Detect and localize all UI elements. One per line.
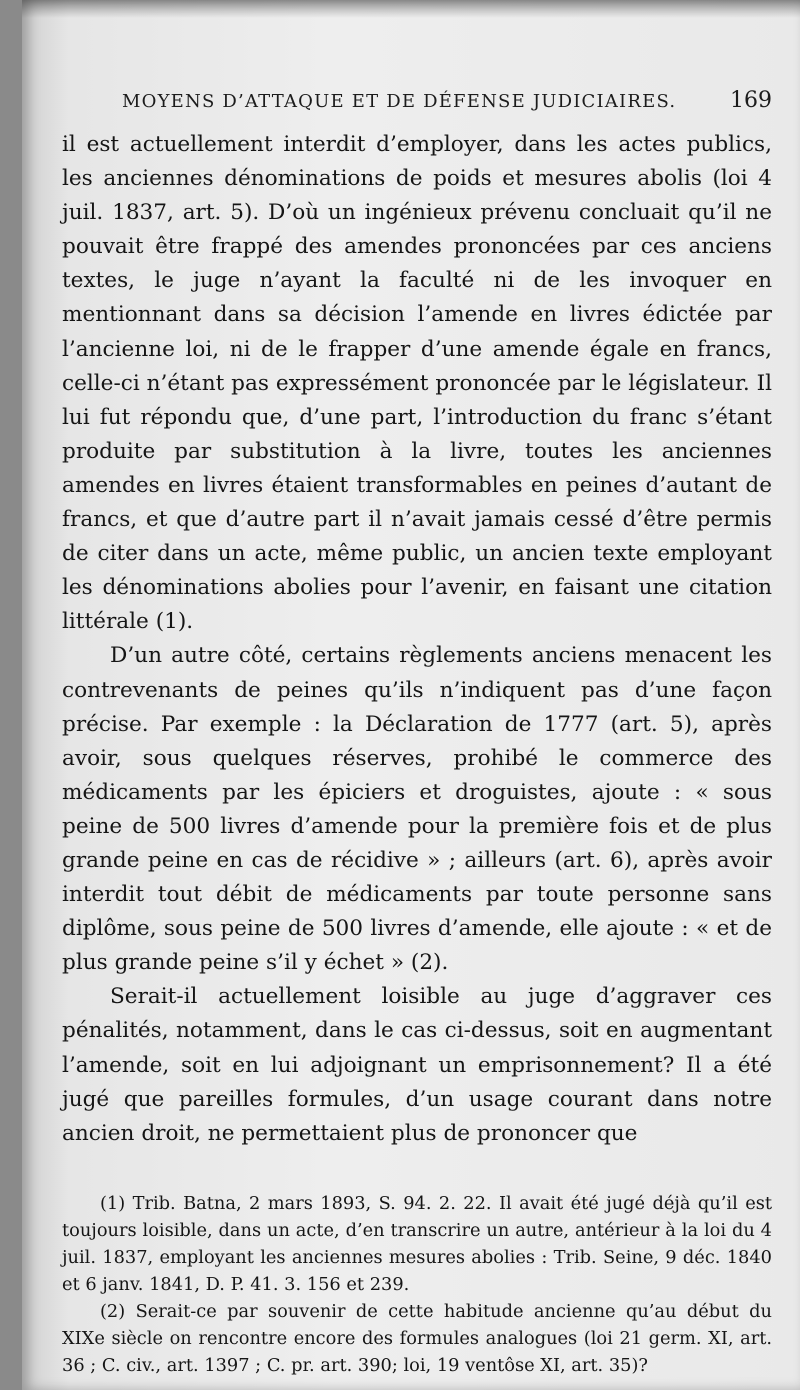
footnote-2: (2) Serait-ce par souvenir de cette habitude ancienne qu’au début du XIXe siècle on rencontre encore des formules analogues (loi 21 germ. XI, art. 36 ; C. civ., art. 1397 ; C. pr. art. 390; loi, 19 ventôse XI, art. 35)? [62,1301,772,1376]
footnotes [62,1190,772,1379]
book-page [22,0,800,1390]
paragraph-3: Serait-il actuellement loisible au juge d’aggraver ces pénalités, notamment, dans le cas ci-dessus, soit en augmentant l’amende, soit en lui adjoignant un emprisonnement? Il a été jugé que pareilles formules, d’un usage courant dans notre ancien droit, ne permettaient plus de prononcer que [62,984,772,1146]
paragraph-1: il est actuellement interdit d’employer, dans les actes publics, les anciennes dénominations de poids et mesures abolis (loi 4 juil. 1837, art. 5). D’où un ingénieux prévenu concluait qu’il ne pouvait être frappé des amendes prononcées par ces anciens textes, le juge n’ayant la faculté ni de les invoquer en mentionnant dans sa décision l’amende en livres édictée par l’ancienne loi, ni de le frapper d’une amende égale en francs, celle-ci n’étant pas expressément prononcée par le législateur. Il lui fut répondu que, d’une part, l’introduction du franc s’étant produite par substitution à la livre, toutes les anciennes amendes en livres étaient transformables en peines d’autant de francs, et que d’autre part il n’avait jamais cessé d’être permis de citer dans un acte, même public, un ancien texte employant les dénominations abolies pour l’avenir, en faisant une citation littérale (1). [62,132,773,635]
body-text [62,128,772,1151]
running-head: MOYENS D’ATTAQUE ET DE DÉFENSE JUDICIAIRES. [122,91,677,112]
page-edge-shadow [22,0,800,18]
paragraph-2: D’un autre côté, certains règlements anciens menacent les contrevenants de peines qu’ils n’indiquent pas d’une façon précise. Par exemple : la Déclaration de 1777 (art. 5), après avoir, sous quelques réserves, prohibé le commerce des médicaments par les épiciers et droguistes, ajoute : « sous peine de 500 livres d’amende pour la première fois et de plus grande peine en cas de récidive » ; ailleurs (art. 6), après avoir interdit tout débit de médicaments par toute personne sans diplôme, sous peine de 500 livres d’amende, elle ajoute : « et de plus grande peine s’il y échet » (2). [62,643,772,976]
page-header [122,88,772,113]
page-number: 169 [730,88,772,113]
footnote-1: (1) Trib. Batna, 2 mars 1893, S. 94. 2. 22. Il avait été jugé déjà qu’il est toujours loisible, dans un acte, d’en transcrire un autre, antérieur à la loi du 4 juil. 1837, employant les anciennes mesures abolies : Trib. Seine, 9 déc. 1840 et 6 janv. 1841, D. P. 41. 3. 156 et 239. [62,1193,772,1295]
